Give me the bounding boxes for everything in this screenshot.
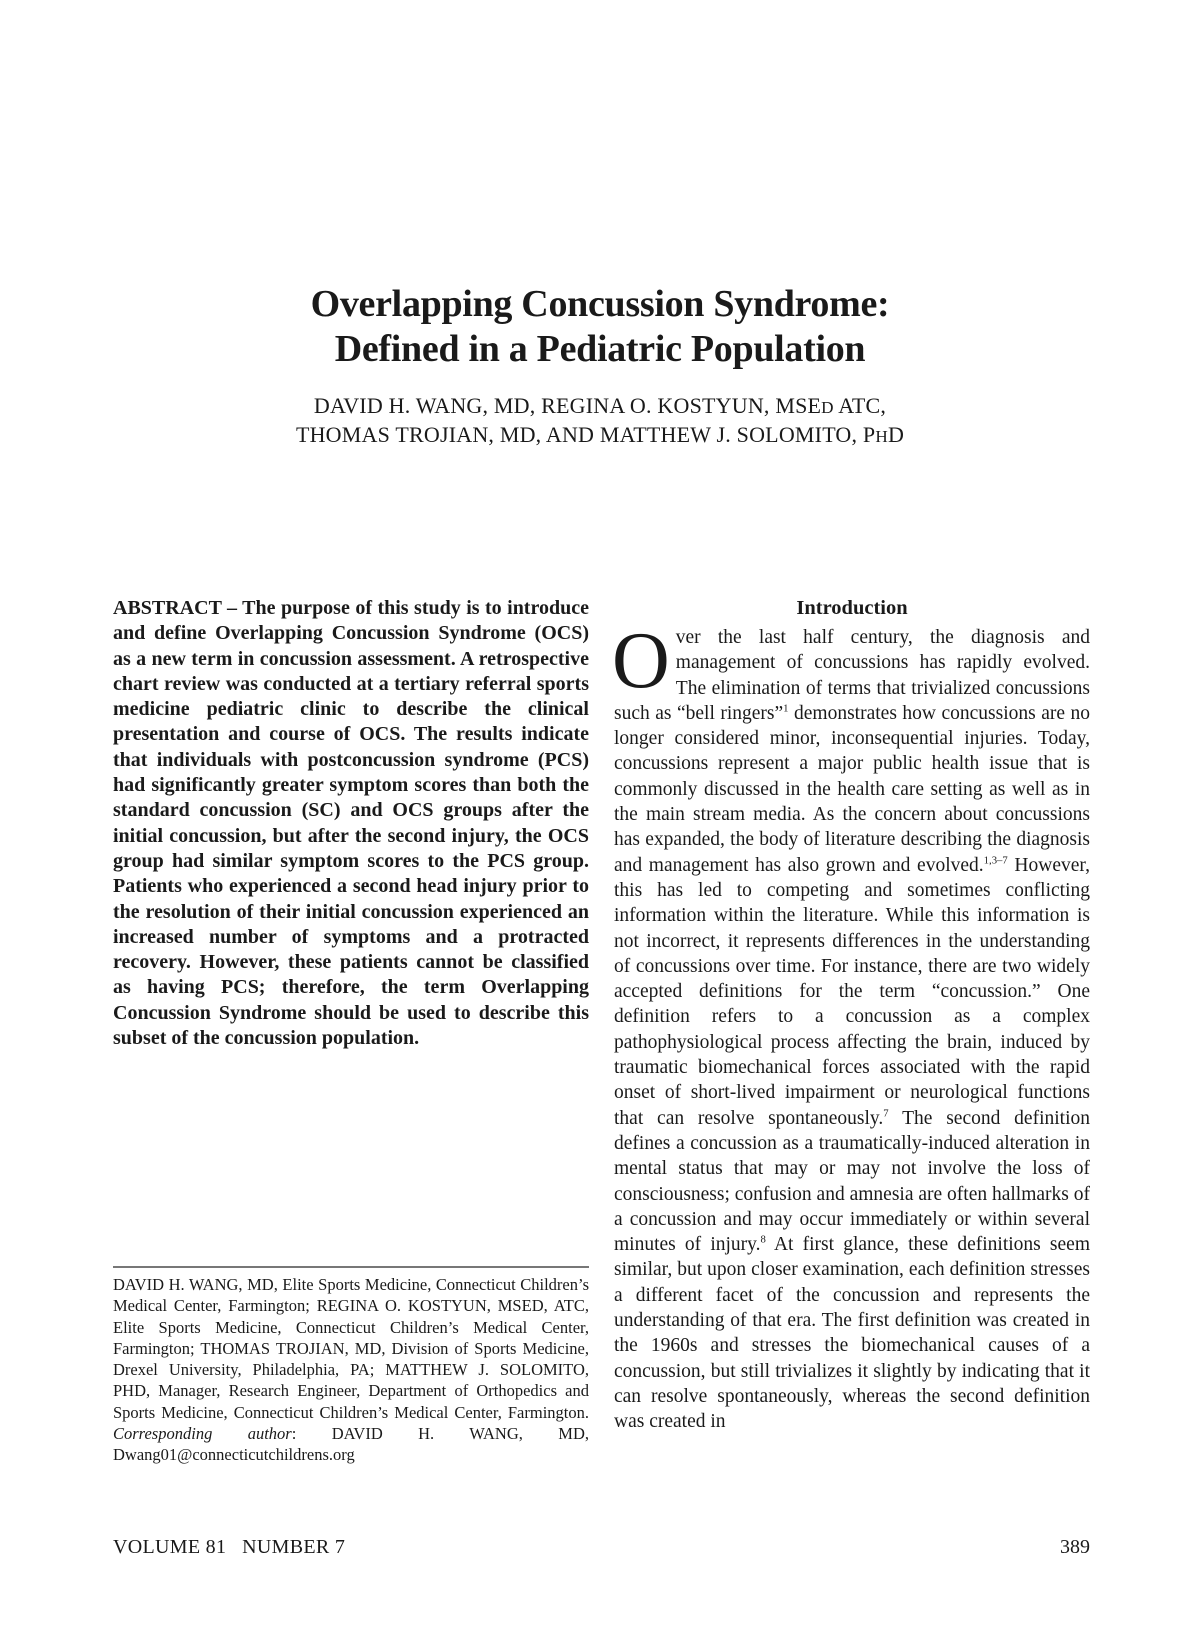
citation: 8 [760,1233,766,1246]
title-line-1: Overlapping Concussion Syndrome: [310,283,890,325]
citation: 7 [883,1107,889,1120]
introduction-body: Over the last half century, the diagnosis and management of concussions has rapidly evolved. The elimination of terms that trivialized concussions such as “bell ringers”$^1$ demonstrates how concussions are no longer considered minor, inconsequential injuries. Today, concussions represent a major public health issue that is commonly discussed in the health care setting as well as in the main stream media. As the concern about concussions has expanded, the body of literature describing the diagnosis and management has also grown and evolved.$^{1,3-7}$ However, this has led to competing and sometimes conflicting information within the literature. While this information is not incorrect, it represents differences in the understanding of concussions over time. For instance, there are two widely accepted definitions for the term “concussion.” One definition refers to a concussion as a complex pathophysiological process affecting the brain, induced by traumatic biomechanical forces associated with the rapid onset of short-lived impairment or neurological functions that can resolve spontaneously.$^7$ The second definition defines a concussion as a traumatically-induced alteration in mental status that may or may not involve the loss of consciousness; confusion and amnesia are often hallmarks of a concussion and may occur immediately or within several minutes of injury.$^8$ At first glance, these definitions seem similar, but upon closer examination, each definition stresses a different facet of the concussion and represents the understanding of that era. The first definition was created in the 1960s and stresses the biomechanical causes of a concussion, but still trivializes it slightly by indicating that it can resolve spontaneously, whereas the second definition was created in [612,617,1091,1433]
abstract: ABSTRACT – The purpose of this study is to introduce and define Overlapping Concussion Syndrome (OCS) as a new term in concussion assessment. A retrospective chart review was conducted at a tertiary referral sports medicine pediatric clinic to describe the clinical presentation and course of OCS. The results indicate that individuals with postconcussion syndrome (PCS) had significantly greater symptom scores than both the standard concussion (SC) and OCS groups after the initial concussion, but after the second injury, the OCS group had similar symptom scores to the PCS group. Patients who experienced a second head injury prior to the resolution of their initial concussion experienced an increased number of symptoms and a protracted recovery. However, these patients cannot be classified as having PCS; therefore, the term Overlapping Concussion Syndrome should be used to describe this subset of the concussion population. [113,597,589,1050]
article-title [0,282,1200,372]
drop-cap: O [612,617,670,705]
citation: 1 [783,702,789,715]
authors-line-1: DAVID H. WANG, MD, REGINA O. KOSTYUN, MSED ATC, [313,393,887,418]
corresponding-author-label: Corresponding author [113,1424,292,1444]
citation: 1,3–7 [983,854,1008,867]
footnote-divider [113,1266,589,1268]
author-list [0,392,1200,450]
author-affiliations: DAVID H. WANG, MD, Elite Sports Medicine, Connecticut Children’s Medical Center, Farmington; REGINA O. KOSTYUN, MSED, ATC, Elite Sports Medicine, Connecticut Children’s Medical Center, Farmington; THOMAS TROJIAN, MD, Division of Sports Medicine, Drexel University, Philadelphia, PA; MATTHEW J. SOLOMITO, PHD, Manager, Research Engineer, Department of Orthopedics and Sports Medicine, Connecticut Children’s Medical Center, Farmington. Corresponding author: DAVID H. WANG, MD, Dwang01@connecticutchildrens.org [113,1275,589,1465]
introduction-heading: Introduction [796,597,908,619]
volume-number: VOLUME 81 NUMBER 7 [113,1536,346,1558]
page-number: 389 [1060,1536,1090,1558]
authors-line-2: THOMAS TROJIAN, MD, AND MATTHEW J. SOLOMITO, PHD [295,422,905,447]
title-line-2: Defined in a Pediatric Population [334,328,866,370]
